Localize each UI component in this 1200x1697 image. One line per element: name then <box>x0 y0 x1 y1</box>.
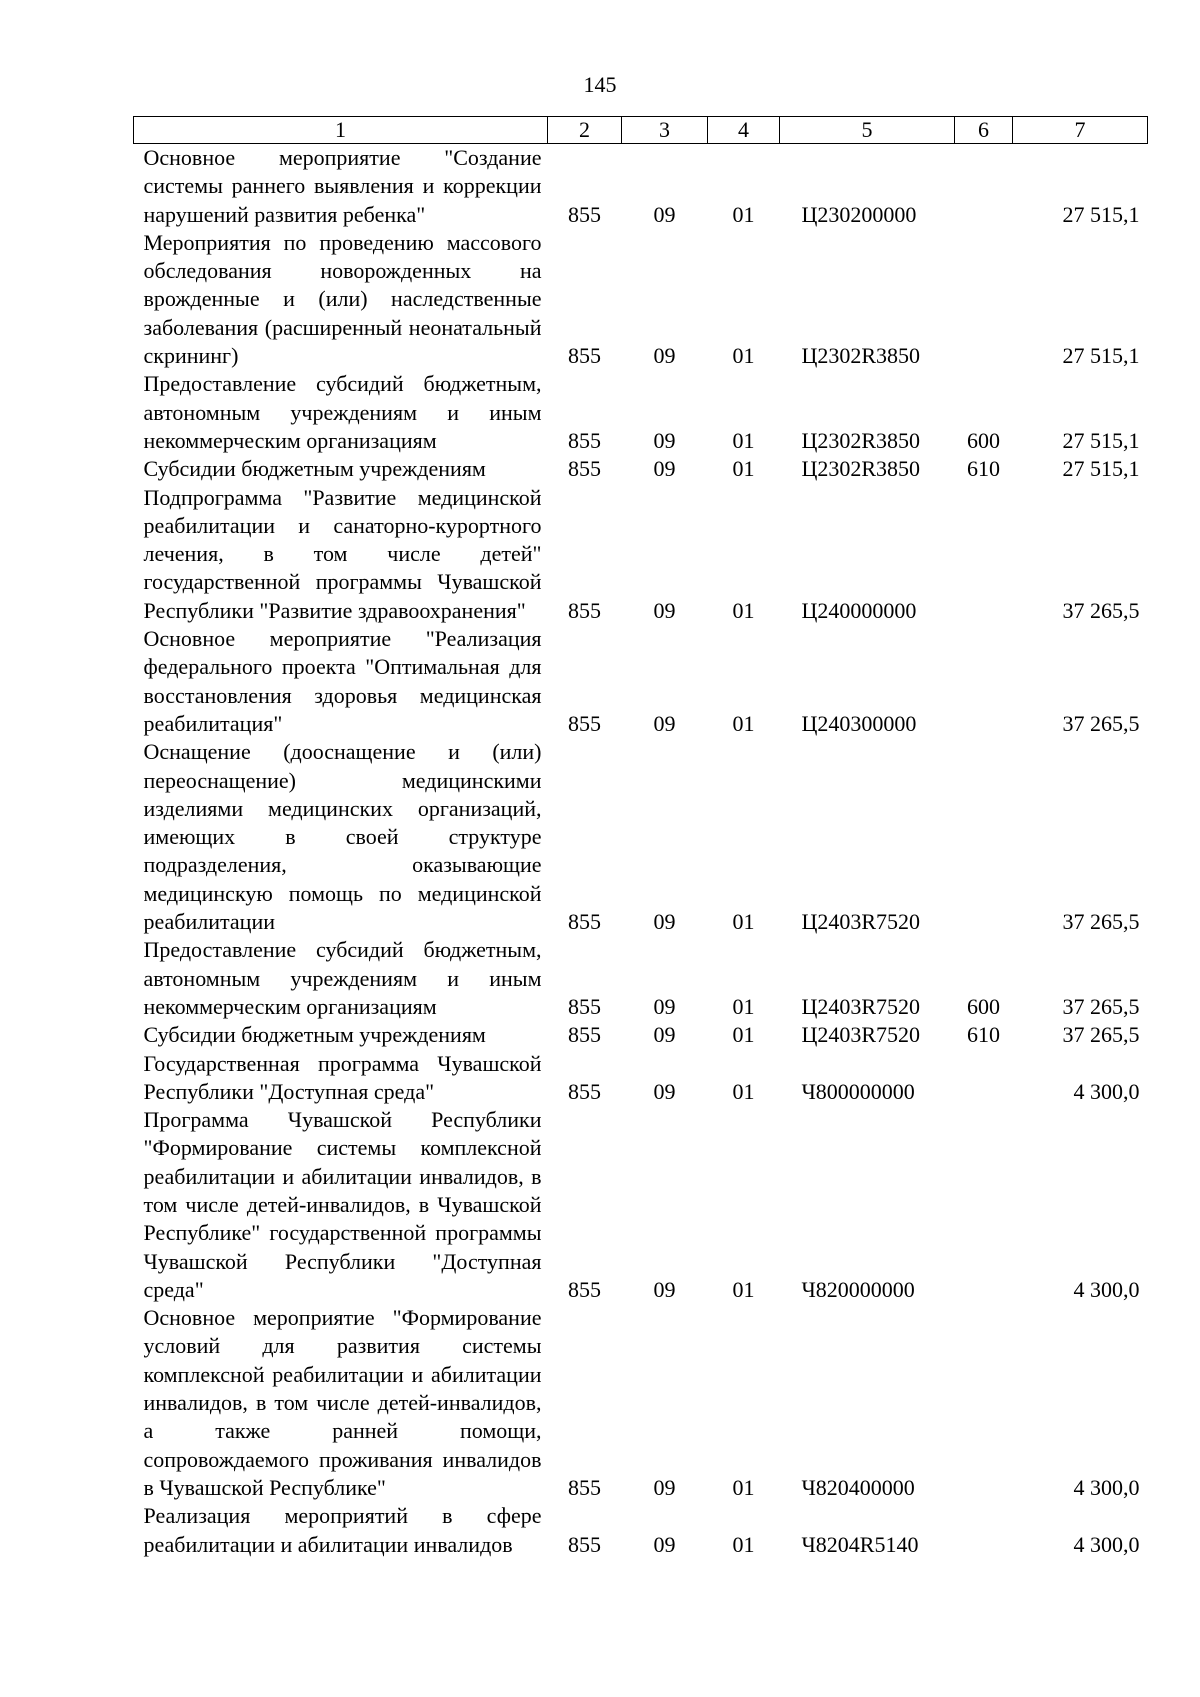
page-number: 145 <box>583 72 617 97</box>
row-amount: 37 265,5 <box>1062 993 1140 1019</box>
row-target-article: Ч820000000 <box>801 1276 915 1302</box>
row-expense-type <box>955 738 1013 936</box>
row-subsection: 01 <box>732 909 755 935</box>
table-row <box>134 229 1148 370</box>
table-row <box>134 625 1148 738</box>
header-row <box>134 117 1148 144</box>
row-section: 09 <box>653 201 676 227</box>
row-gov-code: 855 <box>568 1078 601 1104</box>
header-col-6: 6 <box>955 117 1013 144</box>
table-row <box>134 936 1148 1021</box>
header-col-7: 7 <box>1013 117 1148 144</box>
row-amount: 4 300,0 <box>1073 1531 1140 1557</box>
row-amount: 37 265,5 <box>1062 909 1140 935</box>
row-section: 09 <box>653 597 676 623</box>
table-row <box>134 370 1148 455</box>
row-name: Оснащение (дооснащение и (или) переоснащение) медицинскими изделиями медицинских организаций, имеющих в своей структуре подразделения, оказывающие медицинскую помощь по медицинской реабилитации <box>143 739 542 935</box>
row-name: Подпрограмма "Развитие медицинской реабилитации и санаторно-курортного лечения, в том числе детей" государственной программы Чувашской Республики "Развитие здравоохранения" <box>143 484 542 623</box>
row-expense-type <box>955 1106 1013 1304</box>
header-col-5: 5 <box>780 117 955 144</box>
table-row <box>134 738 1148 936</box>
row-amount: 4 300,0 <box>1073 1474 1140 1500</box>
row-name: Программа Чувашской Республики "Формирование системы комплексной реабилитации и абилитации инвалидов, в том числе детей-инвалидов, в Чувашской Республике" государственной программы Чувашской Республики "Доступная среда" <box>143 1107 542 1302</box>
row-gov-code: 855 <box>568 427 601 453</box>
row-amount: 27 515,1 <box>1062 343 1140 369</box>
row-section: 09 <box>653 909 676 935</box>
row-section: 09 <box>653 1022 676 1048</box>
row-subsection: 01 <box>732 710 755 736</box>
row-name: Предоставление субсидий бюджетным, автономным учреждениям и иным некоммерческим организациям <box>143 371 542 453</box>
row-amount: 27 515,1 <box>1062 456 1140 482</box>
row-expense-type <box>955 484 1013 625</box>
row-expense-type <box>955 1050 1013 1107</box>
row-subsection: 01 <box>732 343 755 369</box>
row-subsection: 01 <box>732 1276 755 1302</box>
header-col-1: 1 <box>134 117 548 144</box>
row-expense-type <box>955 1304 1013 1502</box>
row-amount: 27 515,1 <box>1062 427 1140 453</box>
budget-table <box>133 116 1148 1559</box>
row-name: Основное мероприятие "Формирование условий для развития системы комплексной реабилитации и абилитации инвалидов, в том числе детей-инвалидов, а также ранней помощи, сопровождаемого проживания инвалидов в Чувашской Республике" <box>143 1305 542 1500</box>
table-row <box>134 1304 1148 1502</box>
row-expense-type <box>955 625 1013 738</box>
row-name: Субсидии бюджетным учреждениям <box>143 1022 486 1048</box>
row-gov-code: 855 <box>568 456 601 482</box>
row-name: Предоставление субсидий бюджетным, автономным учреждениям и иным некоммерческим организациям <box>143 937 542 1019</box>
row-expense-type <box>955 229 1013 370</box>
row-gov-code: 855 <box>568 1531 601 1557</box>
row-section: 09 <box>653 1276 676 1302</box>
row-gov-code: 855 <box>568 201 601 227</box>
row-amount: 37 265,5 <box>1062 597 1140 623</box>
row-expense-type: 600 <box>967 427 1000 453</box>
row-gov-code: 855 <box>568 1276 601 1302</box>
row-section: 09 <box>653 1078 676 1104</box>
row-subsection: 01 <box>732 456 755 482</box>
row-subsection: 01 <box>732 597 755 623</box>
row-name: Основное мероприятие "Реализация федерального проекта "Оптимальная для восстановления здоровья медицинская реабилитация" <box>143 626 542 736</box>
row-section: 09 <box>653 1474 676 1500</box>
table-row <box>134 1106 1148 1304</box>
row-name: Реализация мероприятий в сфере реабилитации и абилитации инвалидов <box>143 1503 542 1557</box>
table-row <box>134 455 1148 483</box>
row-expense-type <box>955 144 1013 229</box>
row-gov-code: 855 <box>568 597 601 623</box>
table-row <box>134 1050 1148 1107</box>
table-row <box>134 144 1148 229</box>
row-target-article: Ц240000000 <box>801 597 917 623</box>
header-col-4: 4 <box>708 117 780 144</box>
row-section: 09 <box>653 456 676 482</box>
row-target-article: Ц2302R3850 <box>801 343 921 369</box>
row-name: Государственная программа Чувашской Республики "Доступная среда" <box>143 1050 542 1104</box>
table-row <box>134 1021 1148 1049</box>
row-target-article: Ц240300000 <box>801 710 917 736</box>
row-name: Субсидии бюджетным учреждениям <box>143 456 486 482</box>
row-gov-code: 855 <box>568 710 601 736</box>
row-section: 09 <box>653 343 676 369</box>
table-row <box>134 484 1148 625</box>
row-name: Основное мероприятие "Создание системы раннего выявления и коррекции нарушений развития ребенка" <box>143 145 542 227</box>
row-expense-type <box>955 1502 1013 1559</box>
row-target-article: Ц2302R3850 <box>801 456 921 482</box>
row-target-article: Ц2403R7520 <box>801 993 921 1019</box>
row-section: 09 <box>653 993 676 1019</box>
row-subsection: 01 <box>732 1022 755 1048</box>
row-subsection: 01 <box>732 427 755 453</box>
row-subsection: 01 <box>732 201 755 227</box>
row-target-article: Ч8204R5140 <box>801 1531 919 1557</box>
row-gov-code: 855 <box>568 1474 601 1500</box>
row-target-article: Ц2302R3850 <box>801 427 921 453</box>
table-row <box>134 1502 1148 1559</box>
header-col-2: 2 <box>548 117 622 144</box>
row-name: Мероприятия по проведению массового обследования новорожденных на врожденные и (или) наследственные заболевания (расширенный неонатальный скрининг) <box>143 229 542 369</box>
row-expense-type: 610 <box>967 1022 1000 1048</box>
row-gov-code: 855 <box>568 909 601 935</box>
row-subsection: 01 <box>732 1474 755 1500</box>
row-target-article: Ц2403R7520 <box>801 909 921 935</box>
row-section: 09 <box>653 1531 676 1557</box>
header-col-3: 3 <box>622 117 708 144</box>
row-expense-type: 600 <box>967 993 1000 1019</box>
row-amount: 37 265,5 <box>1062 1022 1140 1048</box>
row-section: 09 <box>653 427 676 453</box>
row-expense-type: 610 <box>967 456 1000 482</box>
row-section: 09 <box>653 710 676 736</box>
row-target-article: Ч800000000 <box>801 1078 915 1104</box>
row-subsection: 01 <box>732 993 755 1019</box>
row-amount: 27 515,1 <box>1062 201 1140 227</box>
row-amount: 4 300,0 <box>1073 1276 1140 1302</box>
row-target-article: Ц2403R7520 <box>801 1022 921 1048</box>
row-target-article: Ц230200000 <box>801 201 917 227</box>
row-gov-code: 855 <box>568 343 601 369</box>
row-subsection: 01 <box>732 1531 755 1557</box>
row-gov-code: 855 <box>568 993 601 1019</box>
row-amount: 4 300,0 <box>1073 1078 1140 1104</box>
row-subsection: 01 <box>732 1078 755 1104</box>
row-amount: 37 265,5 <box>1062 710 1140 736</box>
row-target-article: Ч820400000 <box>801 1474 915 1500</box>
row-gov-code: 855 <box>568 1022 601 1048</box>
